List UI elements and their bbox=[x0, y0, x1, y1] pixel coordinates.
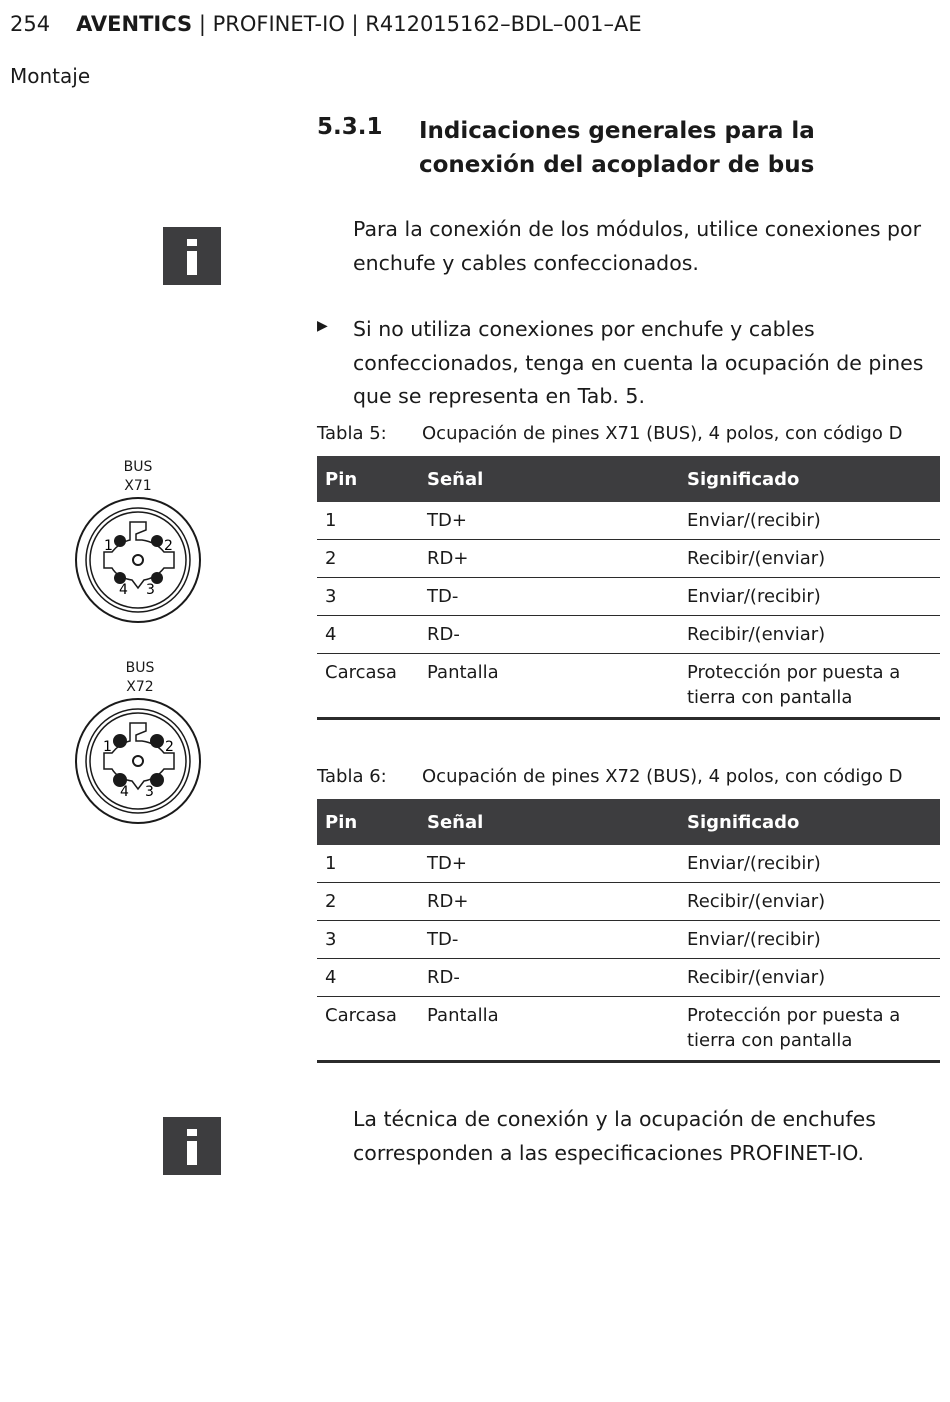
connector-label-x71 bbox=[108, 458, 168, 496]
table-cell: Enviar/(recibir) bbox=[679, 578, 940, 616]
column-header: Pin bbox=[317, 799, 419, 845]
table-cell: Protección por puesta a tierra con pantalla bbox=[679, 997, 940, 1062]
table-cell: RD- bbox=[419, 616, 679, 654]
bullet-text: Si no utiliza conexiones por enchufe y cables confeccionados, tenga en cuenta la ocupación de pines que se representa en Tab. 5. bbox=[353, 317, 924, 408]
table-cell: Carcasa bbox=[317, 997, 419, 1062]
column-header: Señal bbox=[419, 456, 679, 502]
table-caption bbox=[317, 423, 902, 444]
table-row bbox=[317, 959, 940, 997]
table-cell: 3 bbox=[317, 921, 419, 959]
table-cell: Recibir/(enviar) bbox=[679, 883, 940, 921]
pin-label: 1 bbox=[104, 538, 113, 554]
table-cell: 2 bbox=[317, 883, 419, 921]
table-cell: Pantalla bbox=[419, 997, 679, 1062]
connector-x71-icon bbox=[74, 496, 204, 626]
table-cell: TD- bbox=[419, 921, 679, 959]
pin-table-x71 bbox=[317, 456, 940, 720]
pin-label: 1 bbox=[103, 739, 112, 755]
table-row bbox=[317, 502, 940, 540]
section-label: Montaje bbox=[10, 64, 91, 88]
pin-label: 3 bbox=[145, 784, 154, 800]
page-header bbox=[10, 12, 642, 36]
table-cell: RD+ bbox=[419, 540, 679, 578]
table-caption-number: Tabla 6: bbox=[317, 766, 387, 787]
pin-label: 3 bbox=[146, 582, 155, 598]
table-row bbox=[317, 997, 940, 1062]
pin-label: 2 bbox=[164, 538, 173, 554]
table-cell: 3 bbox=[317, 578, 419, 616]
info-icon bbox=[163, 227, 221, 285]
table-row bbox=[317, 578, 940, 616]
table-cell: RD- bbox=[419, 959, 679, 997]
connector-label-line: X72 bbox=[126, 679, 154, 695]
table-cell: Recibir/(enviar) bbox=[679, 616, 940, 654]
table-row bbox=[317, 540, 940, 578]
table-cell: Protección por puesta a tierra con pantalla bbox=[679, 654, 940, 719]
table-cell: Carcasa bbox=[317, 654, 419, 719]
table-row bbox=[317, 616, 940, 654]
column-header: Pin bbox=[317, 456, 419, 502]
page-number: 254 bbox=[10, 12, 51, 36]
table-cell: 1 bbox=[317, 502, 419, 540]
table-cell: 4 bbox=[317, 959, 419, 997]
table-row bbox=[317, 845, 940, 883]
table-row bbox=[317, 654, 940, 719]
table-caption-number: Tabla 5: bbox=[317, 423, 387, 444]
table-cell: 1 bbox=[317, 845, 419, 883]
column-header: Significado bbox=[679, 799, 940, 845]
table-cell: RD+ bbox=[419, 883, 679, 921]
column-header: Señal bbox=[419, 799, 679, 845]
table-cell: Enviar/(recibir) bbox=[679, 502, 940, 540]
brand-name: AVENTICS bbox=[76, 12, 193, 36]
heading-number: 5.3.1 bbox=[317, 114, 383, 140]
document-info: | PROFINET-IO | R412015162–BDL–001–AE bbox=[198, 12, 642, 36]
pin-label: 4 bbox=[120, 784, 129, 800]
pin-label: 2 bbox=[165, 739, 174, 755]
table-header-row bbox=[317, 799, 940, 845]
table-cell: 2 bbox=[317, 540, 419, 578]
connector-label-line: BUS bbox=[123, 459, 153, 475]
connector-label-line: BUS bbox=[125, 660, 155, 676]
connector-x72-icon bbox=[74, 697, 204, 827]
table-header-row bbox=[317, 456, 940, 502]
info-icon bbox=[163, 1117, 221, 1175]
table-row bbox=[317, 883, 940, 921]
heading-title: Indicaciones generales para la conexión del acoplador de bus bbox=[419, 118, 815, 178]
note-paragraph-1: Para la conexión de los módulos, utilice conexiones por enchufe y cables confeccionados. bbox=[353, 217, 921, 275]
pin-table-x72 bbox=[317, 799, 940, 1063]
table-cell: Pantalla bbox=[419, 654, 679, 719]
table-row bbox=[317, 921, 940, 959]
connector-label-line: X71 bbox=[124, 478, 152, 494]
table-cell: Enviar/(recibir) bbox=[679, 921, 940, 959]
column-header: Significado bbox=[679, 456, 940, 502]
bullet-marker-icon: ▶ bbox=[317, 318, 328, 334]
table-cell: Recibir/(enviar) bbox=[679, 540, 940, 578]
table-caption-text: Ocupación de pines X72 (BUS), 4 polos, con código D bbox=[422, 766, 903, 787]
table-cell: 4 bbox=[317, 616, 419, 654]
table-cell: Recibir/(enviar) bbox=[679, 959, 940, 997]
table-cell: TD- bbox=[419, 578, 679, 616]
table-cell: TD+ bbox=[419, 502, 679, 540]
table-cell: Enviar/(recibir) bbox=[679, 845, 940, 883]
table-caption-text: Ocupación de pines X71 (BUS), 4 polos, con código D bbox=[422, 423, 903, 444]
table-cell: TD+ bbox=[419, 845, 679, 883]
note-paragraph-2: La técnica de conexión y la ocupación de enchufes corresponden a las especificaciones PROFINET-IO. bbox=[353, 1107, 876, 1165]
pin-label: 4 bbox=[119, 582, 128, 598]
table-caption bbox=[317, 766, 902, 787]
connector-label-x72 bbox=[110, 659, 170, 697]
